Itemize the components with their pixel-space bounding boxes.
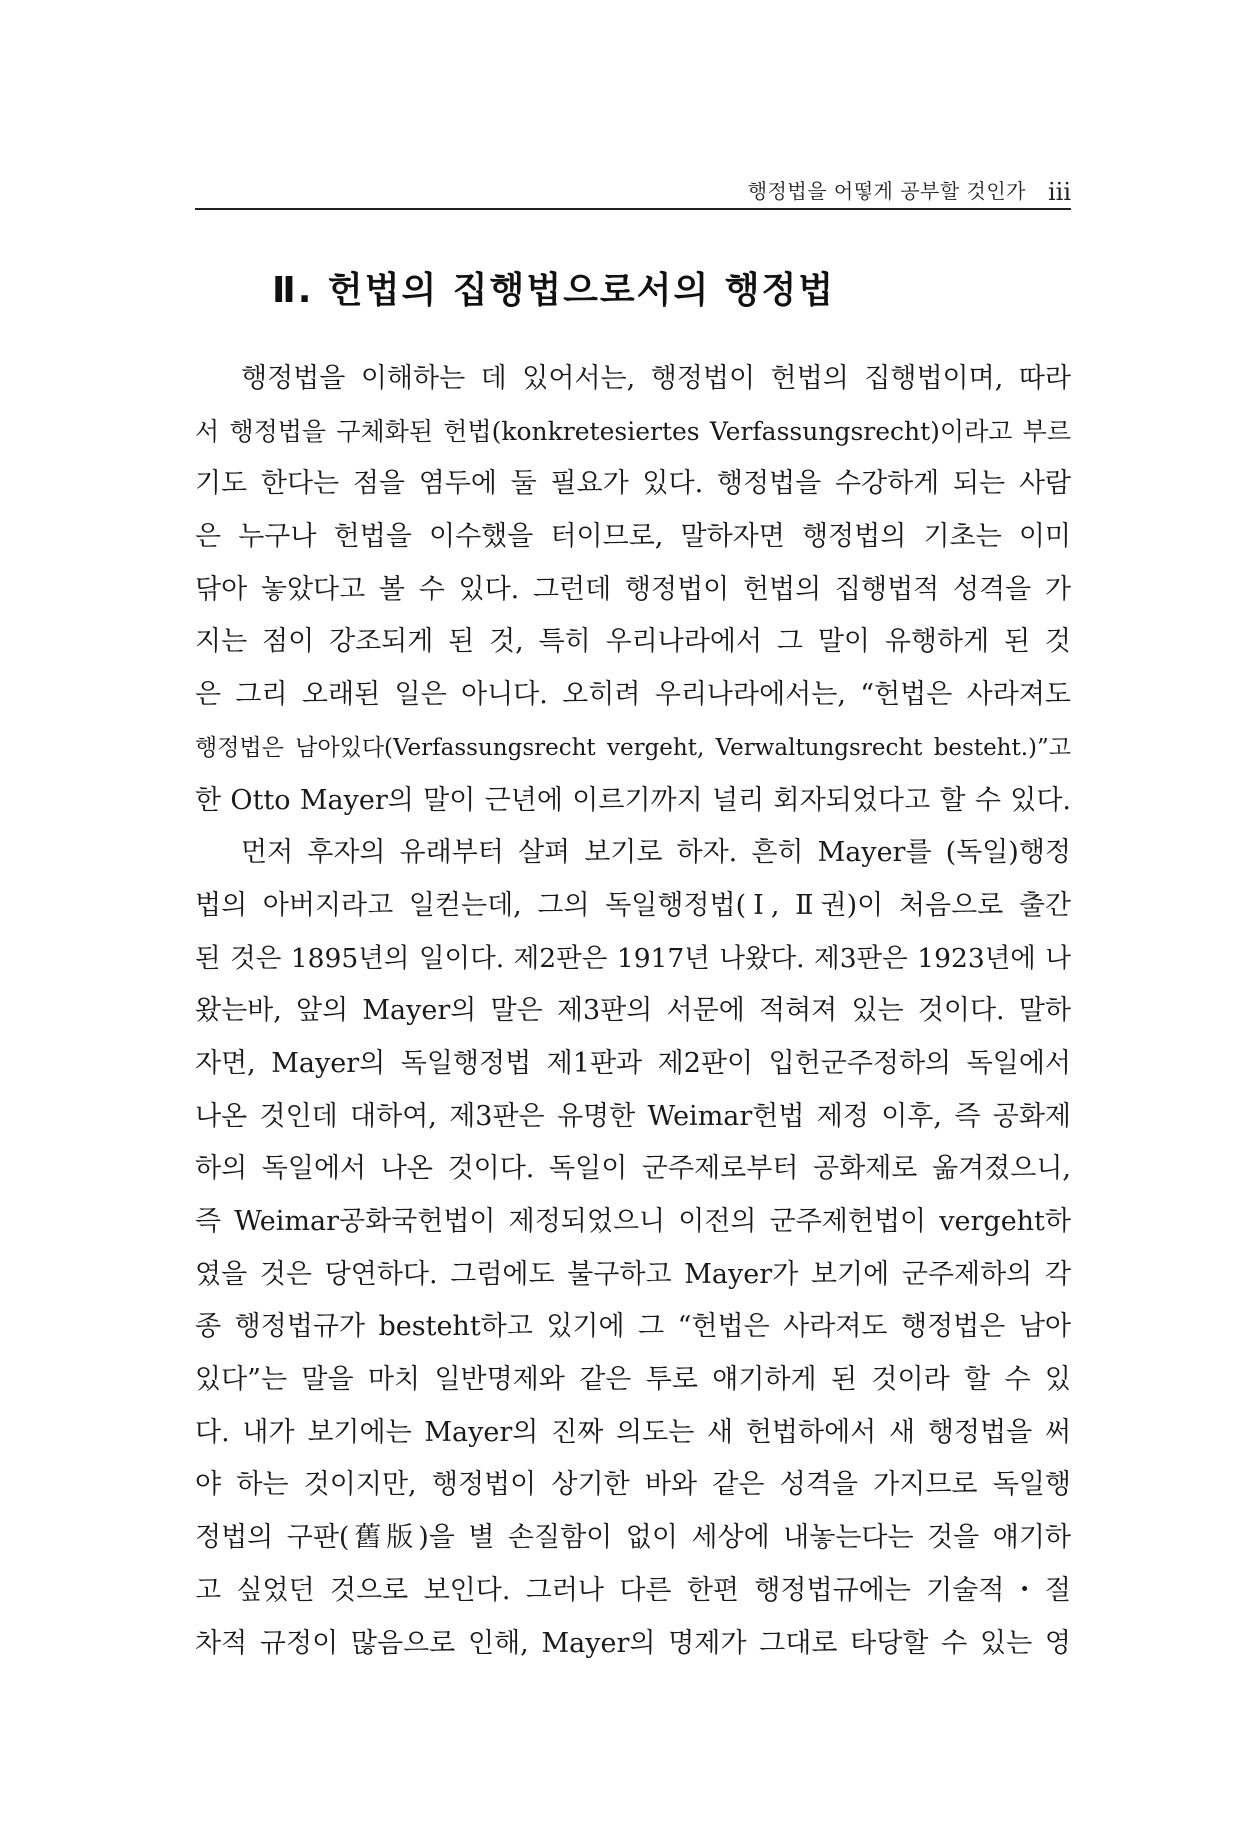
text-line: 정법의 구판(舊版)을 별 손질함이 없이 세상에 내놓는다는 것을 얘기하 (195, 1522, 1071, 1554)
text-line: 야 하는 것이지만, 행정법이 상기한 바와 같은 성격을 가지므로 독일행 (195, 1469, 1071, 1501)
text-line: 법의 아버지라고 일컫는데, 그의 독일행정법(Ⅰ, Ⅱ권)이 처음으로 출간 (195, 889, 1071, 921)
text-line: 은 그리 오래된 일은 아니다. 오히려 우리나라에서는, “헌법은 사라져도 (195, 679, 1071, 711)
text-line: 행정법은 남아있다(Verfassungsrecht vergeht, Verwaltungsrecht besteht.)”고 (195, 734, 1071, 761)
text-line: 닦아 놓았다고 볼 수 있다. 그런데 행정법이 헌법의 집행법적 성격을 가 (195, 573, 1071, 605)
text-line: 은 누구나 헌법을 이수했을 터이므로, 말하자면 행정법의 기초는 이미 (195, 521, 1071, 553)
text-line: 먼저 후자의 유래부터 살펴 보기로 하자. 흔히 Mayer를 (독일)행정 (241, 837, 1071, 869)
text-line: 자면, Mayer의 독일행정법 제1판과 제2판이 입헌군주정하의 독일에서 (195, 1047, 1071, 1079)
text-line: 있다”는 말을 마치 일반명제와 같은 투로 얘기하게 된 것이라 할 수 있 (195, 1364, 1071, 1396)
text-line: 기도 한다는 점을 염두에 둘 필요가 있다. 행정법을 수강하게 되는 사람 (195, 468, 1071, 500)
text-line: 하의 독일에서 나온 것이다. 독일이 군주제로부터 공화제로 옮겨졌으니, (195, 1153, 1071, 1185)
text-line: 한 Otto Mayer의 말이 근년에 이르기까지 널리 회자되었다고 할 수 있다. (195, 784, 1071, 816)
page-number: iii (1047, 178, 1071, 206)
text-line: 였을 것은 당연하다. 그럼에도 불구하고 Mayer가 보기에 군주제하의 각 (195, 1258, 1071, 1290)
text-line: 행정법을 이해하는 데 있어서는, 행정법이 헌법의 집행법이며, 따라 (241, 363, 1071, 394)
text-line: 나온 것인데 대하여, 제3판은 유명한 Weimar헌법 제정 이후, 즉 공화제 (195, 1100, 1071, 1132)
text-line: 고 싶었던 것으로 보인다. 그러나 다른 한편 행정법규에는 기술적・절 (195, 1574, 1071, 1606)
text-line: 차적 규정이 많음으로 인해, Mayer의 명제가 그대로 타당할 수 있는 영 (195, 1627, 1071, 1659)
running-header (195, 172, 1071, 210)
text-line: 종 행정법규가 besteht하고 있기에 그 “헌법은 사라져도 행정법은 남아 (195, 1311, 1071, 1343)
body-text (195, 353, 1071, 1670)
text-line: 즉 Weimar공화국헌법이 제정되었으니 이전의 군주제헌법이 vergeht하 (195, 1206, 1071, 1237)
text-line: 다. 내가 보기에는 Mayer의 진짜 의도는 새 헌법하에서 새 행정법을 써 (195, 1416, 1071, 1448)
section-title: Ⅱ. 헌법의 집행법으로서의 행정법 (272, 270, 836, 311)
text-line: 왔는바, 앞의 Mayer의 말은 제3판의 서문에 적혀져 있는 것이다. 말하 (195, 995, 1071, 1027)
text-line: 서 행정법을 구체화된 헌법(konkretesiertes Verfassungsrecht)이라고 부르 (195, 416, 1071, 446)
running-title: 행정법을 어떻게 공부할 것인가 (747, 179, 1026, 203)
text-line: 된 것은 1895년의 일이다. 제2판은 1917년 나왔다. 제3판은 1923년에 나 (195, 942, 1071, 974)
text-line: 지는 점이 강조되게 된 것, 특히 우리나라에서 그 말이 유행하게 된 것 (195, 626, 1071, 658)
